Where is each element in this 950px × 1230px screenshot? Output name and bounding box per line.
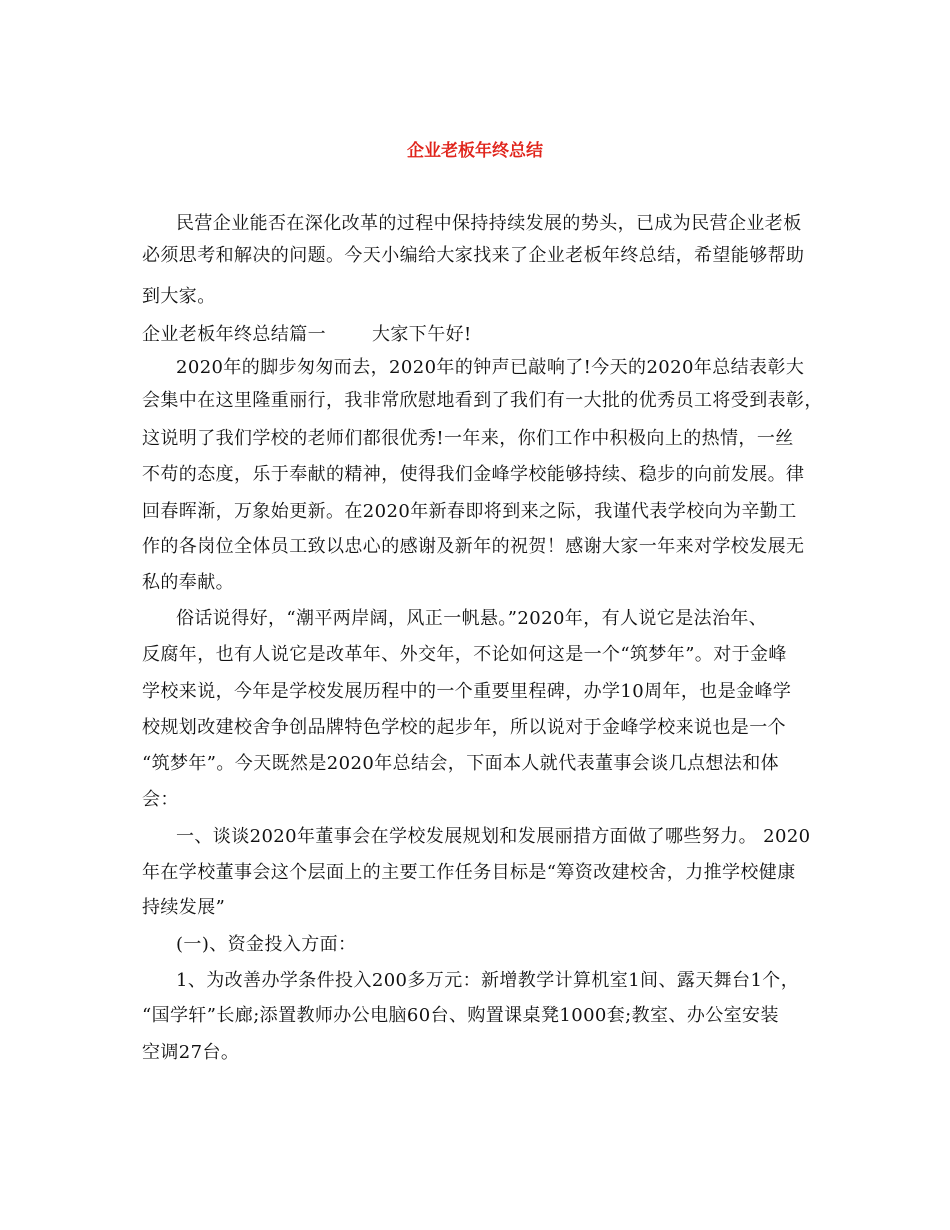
greeting: 大家下午好!	[372, 324, 472, 345]
paragraph-line: 到大家。	[142, 286, 216, 307]
paragraph-line: 这说明了我们学校的老师们都很优秀!一年来，你们工作中积极向上的热情，一丝	[142, 428, 794, 449]
paragraph-line: (一)、资金投入方面：	[176, 934, 357, 955]
section-heading: 企业老板年终总结篇一	[142, 324, 326, 345]
paragraph-line: “国学轩”长廊;添置教师办公电脑60台、购置课桌凳1000套;教室、办公室安装	[142, 1005, 779, 1026]
paragraph-line: 反腐年，也有人说它是改革年、外交年，不论如何这是一个“筑梦年”。对于金峰	[142, 644, 787, 665]
paragraph-line: 私的奉献。	[142, 572, 234, 593]
paragraph-line: 空调27台。	[142, 1042, 240, 1063]
paragraph-line: 作的各岗位全体员工致以忠心的感谢及新年的祝贺！感谢大家一年来对学校发展无	[142, 536, 805, 557]
paragraph-line: 一、谈谈2020年董事会在学校发展规划和发展丽措方面做了哪些努力。 2020	[176, 826, 811, 847]
paragraph-line: 民营企业能否在深化改革的过程中保持持续发展的势头，已成为民营企业老板	[176, 213, 802, 234]
paragraph-line: 必须思考和解决的问题。今天小编给大家找来了企业老板年终总结，希望能够帮助	[142, 245, 805, 266]
paragraph-line: “筑梦年”。今天既然是2020年总结会，下面本人就代表董事会谈几点想法和体	[142, 753, 780, 774]
paragraph-line: 回春晖渐，万象始更新。在2020年新春即将到来之际，我谨代表学校向为辛勤工	[142, 501, 797, 522]
paragraph-line: 1、为改善办学条件投入200多万元：新增教学计算机室1间、露天舞台1个，	[176, 970, 800, 991]
document-title: 企业老板年终总结	[407, 141, 543, 161]
paragraph-line: 持续发展”	[142, 897, 226, 918]
paragraph-line: 会：	[142, 789, 179, 810]
paragraph-line: 2020年的脚步匆匆而去，2020年的钟声已敲响了!今天的2020年总结表彰大	[176, 357, 805, 378]
paragraph-line: 会集中在这里隆重丽行，我非常欣慰地看到了我们有一大批的优秀员工将受到表彰，	[142, 390, 823, 411]
paragraph-line: 校规划改建校舍争创品牌特色学校的起步年，所以说对于金峰学校来说也是一个	[142, 717, 786, 738]
paragraph-line: 年在学校董事会这个层面上的主要工作任务目标是“筹资改建校舍，力推学校健康	[142, 862, 796, 883]
paragraph-line: 学校来说，今年是学校发展历程中的一个重要里程碑，办学10周年，也是金峰学	[142, 681, 792, 702]
paragraph-line: 不苟的态度，乐于奉献的精神，使得我们金峰学校能够持续、稳步的向前发展。律	[142, 464, 805, 485]
paragraph-line: 俗话说得好，“潮平两岸阔，风正一帆悬。”2020年，有人说它是法治年、	[176, 608, 768, 629]
section-heading-line	[142, 320, 472, 346]
